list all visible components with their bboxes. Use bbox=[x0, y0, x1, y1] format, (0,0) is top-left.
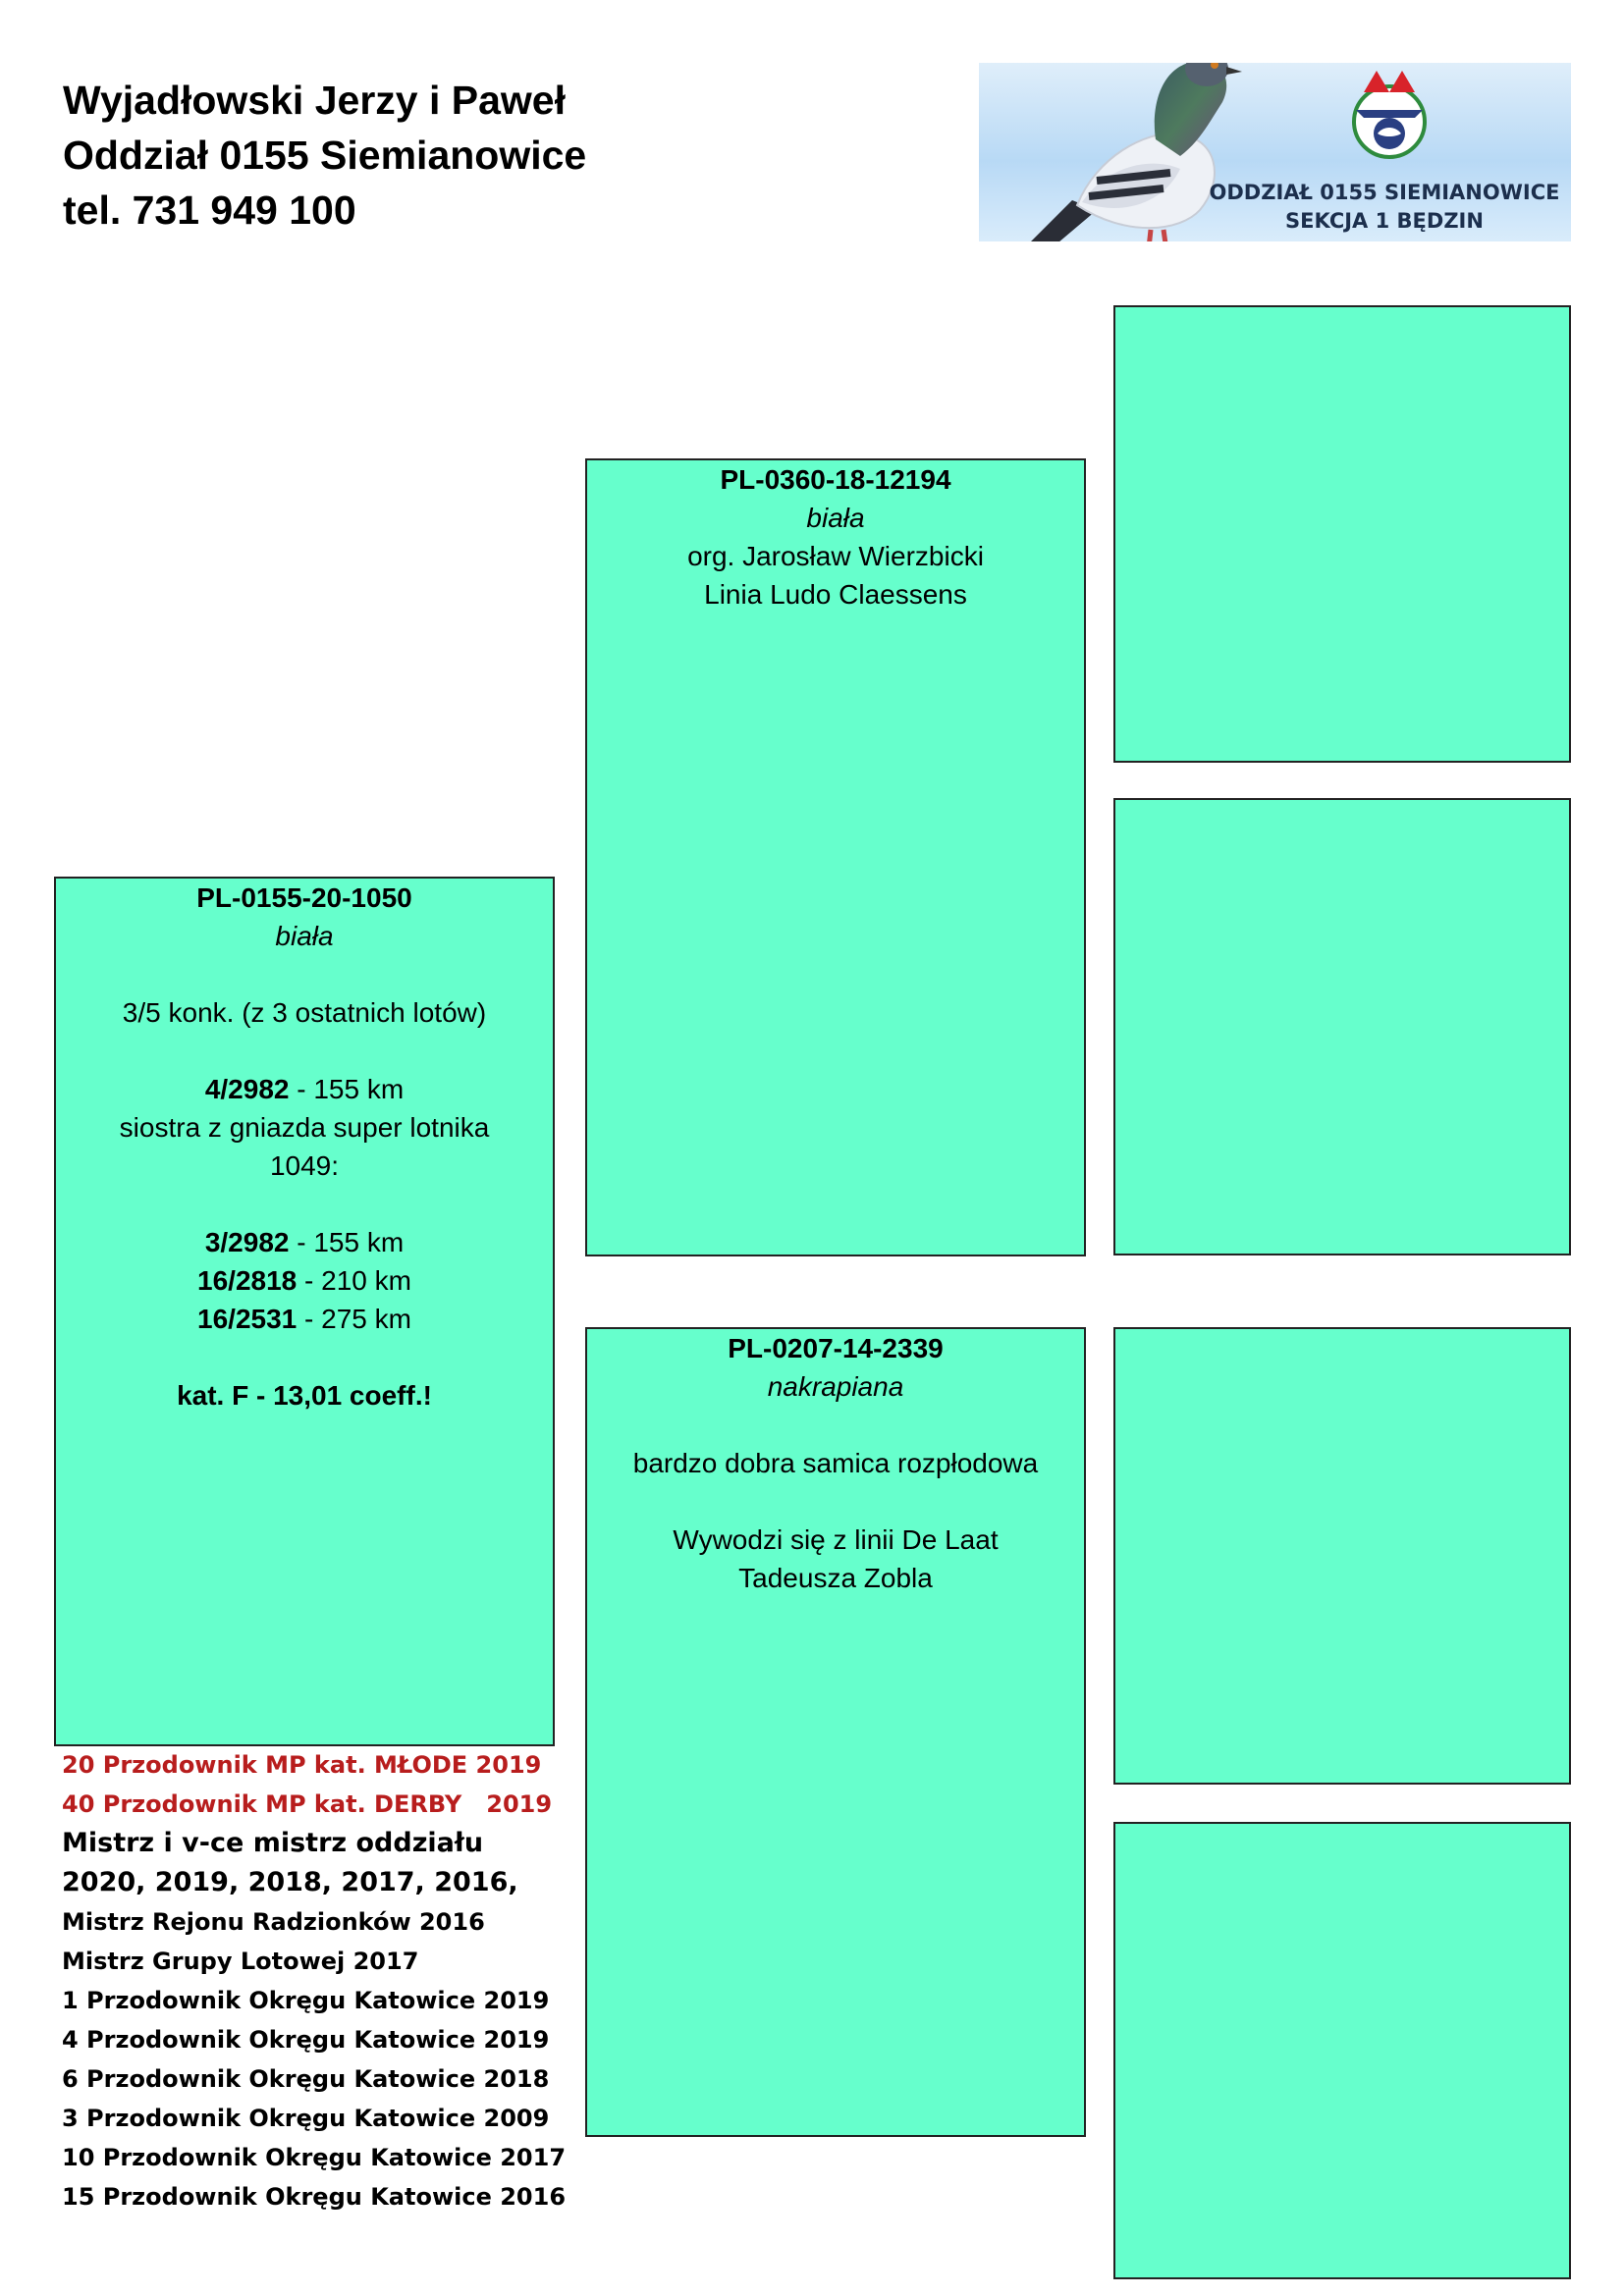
main-color: biała bbox=[275, 921, 334, 951]
breeder-name: Wyjadłowski Jerzy i Paweł bbox=[63, 78, 566, 123]
honor-item: 6 Przodownik Okręgu Katowice 2018 bbox=[62, 2065, 550, 2093]
mother-origin-line2: Tadeusza Zobla bbox=[738, 1563, 933, 1593]
main-note-line1: siostra z gniazda super lotnika bbox=[119, 1112, 490, 1143]
honor-item: Mistrz Grupy Lotowej 2017 bbox=[62, 1948, 419, 1975]
honor-national: 40 Przodownik MP kat. DERBY 2019 bbox=[62, 1790, 553, 1818]
main-coefficient: kat. F - 13,01 coeff.! bbox=[177, 1380, 432, 1411]
grandparent-box-2 bbox=[1113, 798, 1571, 1255]
honors-list bbox=[62, 1745, 566, 2216]
mother-color: nakrapiana bbox=[767, 1371, 904, 1402]
honor-item: 3 Przodownik Okręgu Katowice 2009 bbox=[62, 2105, 550, 2132]
phone-number: tel. 731 949 100 bbox=[63, 187, 356, 233]
logo-section-line: SEKCJA 1 BĘDZIN bbox=[1285, 209, 1484, 233]
grandparent-box-4 bbox=[1113, 1822, 1571, 2279]
club-logo-banner bbox=[979, 63, 1571, 241]
honor-national: 20 Przodownik MP kat. MŁODE 2019 bbox=[62, 1751, 542, 1779]
honor-item: Mistrz Rejonu Radzionków 2016 bbox=[62, 1908, 485, 1936]
main-summary: 3/5 konk. (z 3 ostatnich lotów) bbox=[122, 997, 487, 1028]
honor-item: 4 Przodownik Okręgu Katowice 2019 bbox=[62, 2026, 550, 2054]
main-result bbox=[56, 1070, 553, 1108]
honor-item: 10 Przodownik Okręgu Katowice 2017 bbox=[62, 2144, 567, 2171]
main-ring-number: PL-0155-20-1050 bbox=[196, 882, 412, 913]
grandparent-box-3 bbox=[1113, 1327, 1571, 1785]
mother-description: bardzo dobra samica rozpłodowa bbox=[632, 1448, 1039, 1478]
honor-item: 15 Przodownik Okręgu Katowice 2016 bbox=[62, 2183, 567, 2211]
father-line: Linia Ludo Claessens bbox=[704, 579, 967, 610]
mother-ring-number: PL-0207-14-2339 bbox=[728, 1333, 944, 1363]
breeder-header bbox=[63, 73, 586, 238]
father-ring-number: PL-0360-18-12194 bbox=[720, 464, 951, 495]
grandparent-box-1 bbox=[1113, 305, 1571, 763]
pzhgp-badge-icon bbox=[1354, 71, 1425, 157]
main-result-rank: 4/2982 bbox=[204, 1074, 290, 1104]
main-note-line2: 1049: bbox=[269, 1150, 340, 1181]
honor-branch-years: 2020, 2019, 2018, 2017, 2016, bbox=[62, 1867, 518, 1897]
father-color: biała bbox=[806, 503, 865, 533]
sibling-result: 3/2982 - 155 km bbox=[204, 1227, 405, 1257]
sibling-result: 16/2531 - 275 km bbox=[197, 1304, 411, 1334]
father-origin: org. Jarosław Wierzbicki bbox=[687, 541, 984, 571]
mother-origin-line1: Wywodzi się z linii De Laat bbox=[673, 1524, 999, 1555]
honor-branch-champion: Mistrz i v-ce mistrz oddziału bbox=[62, 1828, 484, 1858]
father-box bbox=[585, 458, 1086, 1256]
branch-name: Oddział 0155 Siemianowice bbox=[63, 133, 587, 178]
main-result-dist: - 155 km bbox=[289, 1074, 405, 1104]
mother-box bbox=[585, 1327, 1086, 2137]
pigeon-main-box bbox=[54, 877, 555, 1746]
sibling-result: 16/2818 - 210 km bbox=[197, 1265, 411, 1296]
honor-item: 1 Przodownik Okręgu Katowice 2019 bbox=[62, 1987, 550, 2014]
logo-branch-line: ODDZIAŁ 0155 SIEMIANOWICE bbox=[1209, 181, 1560, 204]
